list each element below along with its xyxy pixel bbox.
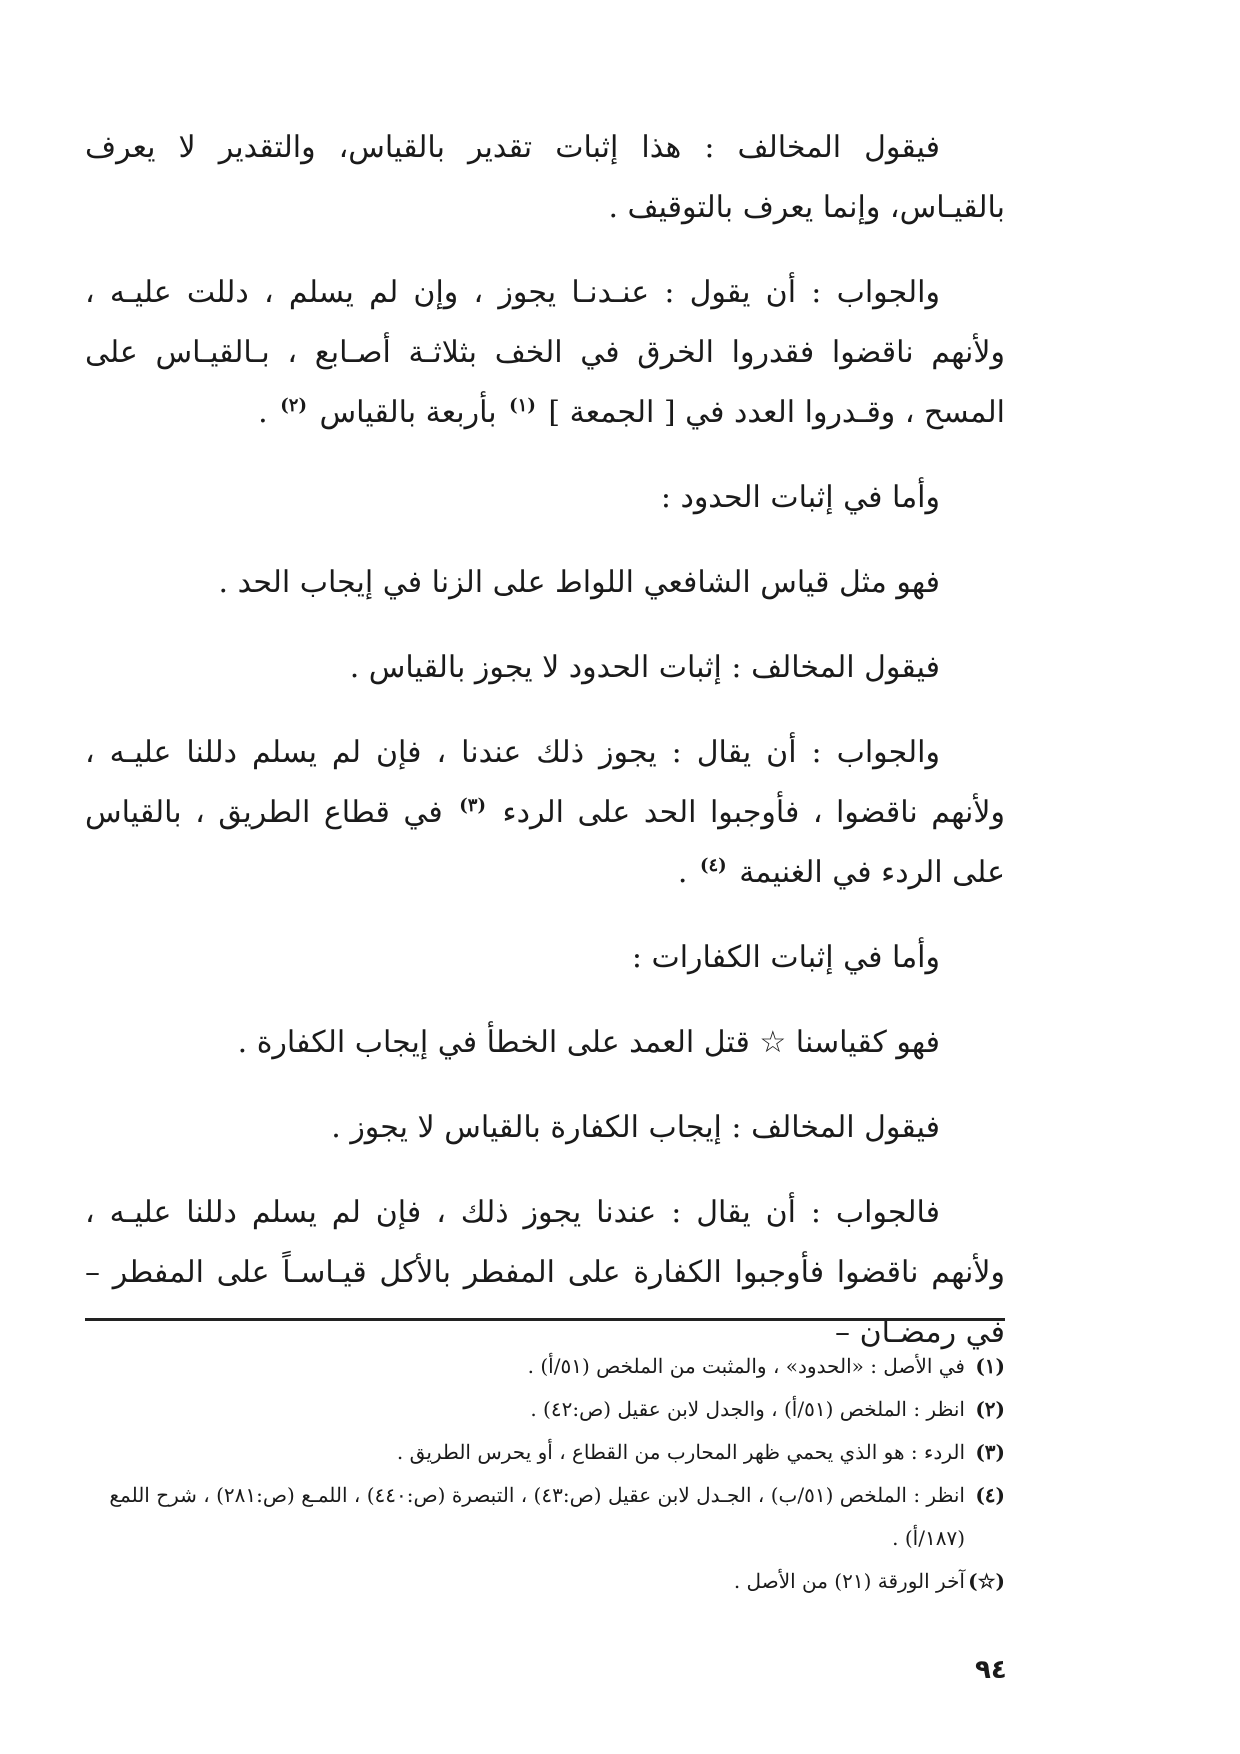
footnote-separator [85,1318,1005,1321]
footnote-number: (١) [975,1354,1005,1378]
footnote-text: الردء : هو الذي يحمي ظهر المحارب من القطاع ، أو يحرس الطريق . [396,1440,965,1464]
paragraph-7-heading [85,928,1005,988]
footnote-4 [85,1474,1005,1560]
footnote-ref-2[interactable]: (٢) [280,395,307,416]
paragraph-2-text-middle: بأربعة بالقياس [319,395,497,430]
paragraph-1 [85,118,1005,238]
footnote-ref-3[interactable]: (٣) [459,795,486,816]
footnotes [85,1345,1005,1603]
paragraph-4 [85,553,1005,613]
paragraph-3-heading [85,468,1005,528]
paragraph-6-text: والجواب : أن يقال : يجوز ذلك عندنا ، فإن لم يسلم دللنا عليـه ، ولأنهم ناقضوا ، فأوجبوا الحد على الردء [85,735,1005,830]
footnote-ref-1[interactable]: (١) [509,395,536,416]
paragraph-2-end: . [258,395,268,430]
paragraph-6-end: . [677,855,688,890]
footnote-number: (٤) [975,1483,1005,1507]
paragraph-6 [85,723,1005,903]
footnote-2 [85,1388,1005,1431]
page-body [85,118,1005,1388]
footnote-1 [85,1345,1005,1388]
footnote-ref-4[interactable]: (٤) [699,855,727,876]
paragraph-3-text: وأما في إثبات الحدود : [660,480,940,515]
footnote-text: آخر الورقة (٢١) من الأصل . [733,1569,965,1593]
paragraph-6-text-middle: في قطاع الطريق ، بالقياس على الردء في الغنيمة [85,795,1005,890]
paragraph-2-text: والجواب : أن يقول : عنـدنـا يجوز ، وإن لم يسلم ، دللت عليـه ، ولأنهم ناقضوا فقدروا الخرق في الخف بثلاثـة أصـابع ، بـالقيـاس على المسح ، وقـدروا العدد في [ الجمعة ] [85,275,1005,430]
paragraph-7-text: وأما في إثبات الكفارات : [631,940,940,975]
paragraph-5-text: فيقول المخالف : إثبات الحدود لا يجوز بالقياس . [349,650,940,685]
paragraph-1-text: فيقول المخالف : هذا إثبات تقدير بالقياس، والتقدير لا يعرف بالقيـاس، وإنما يعرف بالتوقيف . [85,130,1005,225]
paragraph-10-text: فالجواب : أن يقال : عندنا يجوز ذلك ، فإن لم يسلم دللنا عليـه ، ولأنهم ناقضوا فأوجبوا الكفارة على المفطر بالأكل قيـاسـاً على المفطر – في رمضـان – [85,1195,1005,1350]
footnote-number: (٢) [975,1397,1005,1421]
paragraph-9-text: فيقول المخالف : إيجاب الكفارة بالقياس لا يجوز . [331,1110,940,1145]
paragraph-8-text: فهو كقياسنا ☆ قتل العمد على الخطأ في إيجاب الكفارة . [237,1025,940,1060]
paragraph-10 [85,1183,1005,1363]
paragraph-8 [85,1013,1005,1073]
footnote-3 [85,1431,1005,1474]
footnote-text: انظر : الملخص (٥١/أ) ، والجدل لابن عقيل (ص:٤٢) . [530,1397,965,1421]
paragraph-4-text: فهو مثل قياس الشافعي اللواط على الزنا في إيجاب الحد . [218,565,940,600]
paragraph-2 [85,263,1005,443]
paragraph-9 [85,1098,1005,1158]
page-number: ٩٤ [975,1655,1007,1685]
footnote-5 [85,1560,1005,1603]
paragraph-5 [85,638,1005,698]
footnote-text: في الأصل : «الحدود» ، والمثبت من الملخص (٥١/أ) . [527,1354,965,1378]
footnote-number: (٣) [975,1440,1005,1464]
footnote-number: (☆) [968,1569,1005,1593]
footnote-text: انظر : الملخص (٥١/ب) ، الجـدل لابن عقيل (ص:٤٣) ، التبصرة (ص:٤٤٠) ، اللمـع (ص:٢٨١) ، شرح اللمع (١٨٧/أ) . [109,1483,965,1550]
